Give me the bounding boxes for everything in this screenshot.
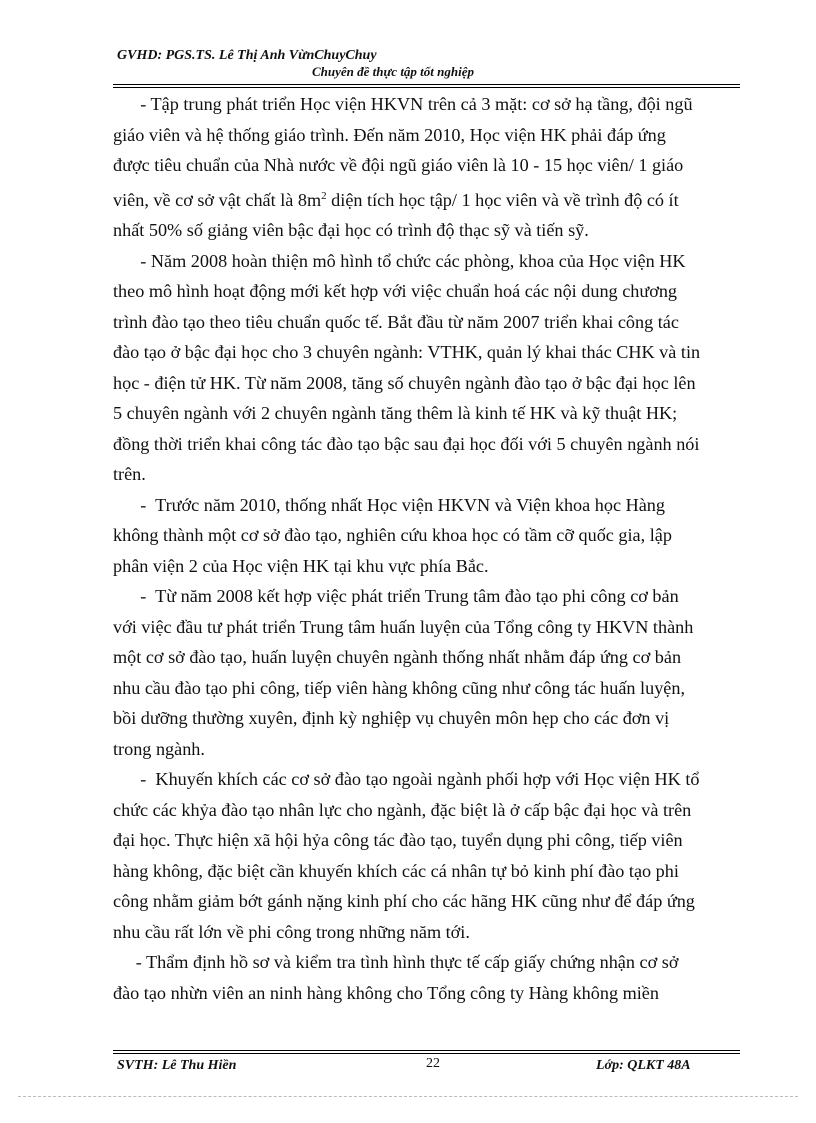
text-line: bồi dưỡng thường xuyên, định kỳ nghiệp vụ chuyên môn hẹp cho các đơn vị <box>113 708 670 729</box>
text-line: - Khuyến khích các cơ sở đào tạo ngoài ngành phối hợp với Học viện HK tổ <box>113 769 700 790</box>
paragraph-1 <box>113 89 740 246</box>
text-line: nhu cầu rất lớn về phi công trong những năm tới. <box>113 921 470 942</box>
text-line-with-superscript <box>113 190 679 210</box>
text-line: nhất 50% số giảng viên bậc đại học có trình độ thạc sỹ và tiến sỹ. <box>113 220 589 241</box>
text-line: - Từ năm 2008 kết hợp việc phát triển Trung tâm đào tạo phi công cơ bản <box>113 586 679 607</box>
document-body <box>113 89 740 1008</box>
footer-rule-double <box>113 1053 740 1054</box>
superscript: 2 <box>321 189 327 202</box>
text-line: - Năm 2008 hoàn thiện mô hình tổ chức các phòng, khoa của Học viện HK <box>113 250 686 271</box>
text-fragment: viên, về cơ sở vật chất là 8m <box>113 189 322 210</box>
text-line: đại học. Thực hiện xã hội hỷa công tác đào tạo, tuyển dụng phi công, tiếp viên <box>113 830 683 851</box>
text-line: công nhằm giảm bớt gánh nặng kinh phí cho các hãng HK cũng như để đáp ứng <box>113 891 695 912</box>
header-rule-double <box>113 87 740 88</box>
text-line: trình đào tạo theo tiêu chuẩn quốc tế. Bắt đầu từ năm 2007 triển khai công tác <box>113 311 679 332</box>
footer-class: Lớp: QLKT 48A <box>596 1058 691 1073</box>
header-rule <box>113 84 740 85</box>
text-line: theo mô hình hoạt động mới kết hợp với việc chuẩn hoá các nội dung chương <box>113 281 678 302</box>
text-line: với việc đầu tư phát triển Trung tâm huấn luyện của Tổng công ty HKVN thành <box>113 616 694 637</box>
text-line: không thành một cơ sở đào tạo, nghiên cứu khoa học có tầm cỡ quốc gia, lập <box>113 525 672 546</box>
text-line: hàng không, đặc biệt cần khuyến khích các cá nhân tự bỏ kinh phí đào tạo phi <box>113 860 679 881</box>
text-line: giáo viên và hệ thống giáo trình. Đến năm 2010, Học viện HK phải đáp ứng <box>113 124 666 145</box>
footer-rule <box>113 1050 740 1051</box>
text-line: - Thẩm định hồ sơ và kiểm tra tình hình thực tế cấp giấy chứng nhận cơ sở <box>113 952 679 973</box>
paragraph-2 <box>113 246 740 490</box>
text-line: nhu cầu đào tạo phi công, tiếp viên hàng không cũng như công tác huấn luyện, <box>113 677 686 698</box>
text-line: - Tập trung phát triển Học viện HKVN trên cả 3 mặt: cơ sở hạ tầng, đội ngũ <box>113 94 693 114</box>
header-subtitle: Chuyên đề thực tập tốt nghiệp <box>312 64 474 79</box>
text-line: 5 chuyên ngành với 2 chuyên ngành tăng thêm là kinh tế HK và kỹ thuật HK; <box>113 403 678 424</box>
text-line: đồng thời triển khai công tác đào tạo bậc sau đại học đối với 5 chuyên ngành nói <box>113 433 700 454</box>
text-line: trong ngành. <box>113 738 205 759</box>
paragraph-4 <box>113 581 740 764</box>
text-line: chức các khỷa đào tạo nhân lực cho ngành, đặc biệt là ở cấp bậc đại học và trên <box>113 799 692 820</box>
text-line: trên. <box>113 464 146 485</box>
text-fragment: diện tích học tập/ 1 học viên và về trình độ có ít <box>326 189 679 210</box>
text-line: học - điện tử HK. Từ năm 2008, tăng số chuyên ngành đào tạo ở bậc đại học lên <box>113 372 696 393</box>
text-line: - Trước năm 2010, thống nhất Học viện HKVN và Viện khoa học Hàng <box>113 494 665 515</box>
header-advisor: GVHD: PGS.TS. Lê Thị Anh VừnChuyChuy <box>117 48 377 63</box>
paragraph-6 <box>113 947 740 1008</box>
page-number: 22 <box>426 1056 440 1071</box>
footer-student: SVTH: Lê Thu Hiền <box>117 1058 237 1073</box>
text-line: một cơ sở đào tạo, huấn luyện chuyên ngành thống nhất nhằm đáp ứng cơ bản <box>113 647 682 668</box>
text-line: được tiêu chuẩn của Nhà nước về đội ngũ giáo viên là 10 - 15 học viên/ 1 giáo <box>113 155 684 175</box>
paragraph-5 <box>113 764 740 947</box>
page-break-line <box>18 1096 798 1097</box>
text-line: phân viện 2 của Học viện HK tại khu vực phía Bắc. <box>113 555 489 576</box>
text-line: đào tạo ở bậc đại học cho 3 chuyên ngành: VTHK, quản lý khai thác CHK và tin <box>113 342 701 363</box>
text-line: đào tạo nhừn viên an ninh hàng không cho Tổng công ty Hàng không miền <box>113 982 659 1003</box>
paragraph-3 <box>113 490 740 582</box>
